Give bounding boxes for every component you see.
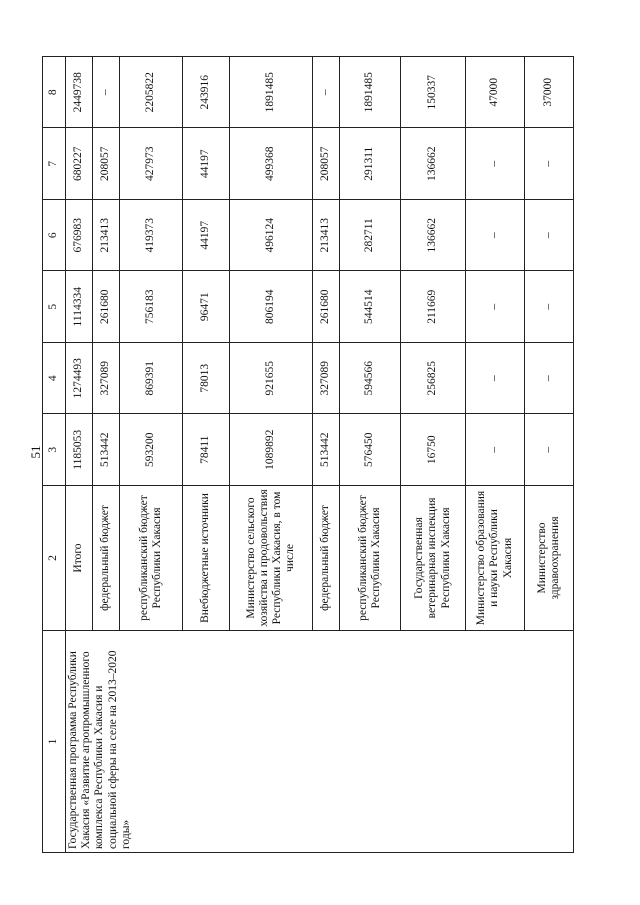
funding-source: республиканский бюджет Республики Хакасия bbox=[340, 486, 401, 631]
value-cell: 593200 bbox=[120, 414, 183, 486]
funding-source: Министерство здравоохранения bbox=[525, 486, 574, 631]
value-cell: 256825 bbox=[401, 343, 466, 415]
header-cell: 4 bbox=[43, 343, 66, 415]
value-cell: 513442 bbox=[93, 414, 120, 486]
value-cell: 496124 bbox=[230, 200, 313, 272]
value-cell: 261680 bbox=[313, 271, 340, 343]
value-cell: 419373 bbox=[120, 200, 183, 272]
value-cell: 243916 bbox=[183, 57, 230, 129]
value-cell: – bbox=[466, 271, 525, 343]
value-cell: 1274493 bbox=[66, 343, 93, 415]
value-cell: 1891485 bbox=[340, 57, 401, 129]
header-row bbox=[43, 57, 66, 853]
funding-source: Министерство сельского хозяйства и продовольствия Республики Хакасия, в том числе bbox=[230, 486, 313, 631]
funding-source: республиканский бюджет Республики Хакасия bbox=[120, 486, 183, 631]
rotated-table-container bbox=[42, 57, 598, 853]
funding-source: Министерство образования и науки Республики Хакасия bbox=[466, 486, 525, 631]
value-cell: – bbox=[466, 200, 525, 272]
value-cell: 594566 bbox=[340, 343, 401, 415]
value-cell: – bbox=[525, 271, 574, 343]
header-cell: 5 bbox=[43, 271, 66, 343]
value-cell: 136662 bbox=[401, 128, 466, 200]
value-cell: 1114334 bbox=[66, 271, 93, 343]
value-cell: 676983 bbox=[66, 200, 93, 272]
value-cell: 499368 bbox=[230, 128, 313, 200]
header-cell: 3 bbox=[43, 414, 66, 486]
budget-table bbox=[42, 56, 574, 853]
value-cell: – bbox=[466, 128, 525, 200]
value-cell: 327089 bbox=[313, 343, 340, 415]
value-cell: 47000 bbox=[466, 57, 525, 129]
value-cell: 96471 bbox=[183, 271, 230, 343]
value-cell: 211669 bbox=[401, 271, 466, 343]
value-cell: 208057 bbox=[313, 128, 340, 200]
value-cell: 78013 bbox=[183, 343, 230, 415]
value-cell: 921655 bbox=[230, 343, 313, 415]
value-cell: 16750 bbox=[401, 414, 466, 486]
value-cell: 150337 bbox=[401, 57, 466, 129]
header-cell: 6 bbox=[43, 200, 66, 272]
value-cell: – bbox=[466, 343, 525, 415]
value-cell: – bbox=[525, 414, 574, 486]
value-cell: 208057 bbox=[93, 128, 120, 200]
value-cell: 1185053 bbox=[66, 414, 93, 486]
value-cell: 44197 bbox=[183, 128, 230, 200]
funding-source: Государственная ветеринарная инспекция Республики Хакасия bbox=[401, 486, 466, 631]
value-cell: 136662 bbox=[401, 200, 466, 272]
header-cell: 1 bbox=[43, 631, 66, 853]
funding-source: федеральный бюджет bbox=[313, 486, 340, 631]
value-cell: 544514 bbox=[340, 271, 401, 343]
value-cell: 1891485 bbox=[230, 57, 313, 129]
value-cell: 2449738 bbox=[66, 57, 93, 129]
value-cell: 869391 bbox=[120, 343, 183, 415]
value-cell: 37000 bbox=[525, 57, 574, 129]
value-cell: 327089 bbox=[93, 343, 120, 415]
value-cell: – bbox=[313, 57, 340, 129]
value-cell: – bbox=[466, 414, 525, 486]
value-cell: 513442 bbox=[313, 414, 340, 486]
program-title: Государственная программа Республики Хакасия «Развитие агропромышленного комплекса Республики Хакасия и социальной сферы на селе на 2013–2020 годы» bbox=[66, 631, 574, 853]
funding-source: Внебюджетные источники bbox=[183, 486, 230, 631]
header-cell: 8 bbox=[43, 57, 66, 129]
page-number: 51 bbox=[28, 445, 43, 459]
value-cell: 213413 bbox=[93, 200, 120, 272]
funding-source: Итого bbox=[66, 486, 93, 631]
value-cell: 2205822 bbox=[120, 57, 183, 129]
table-row bbox=[66, 57, 93, 853]
value-cell: 291311 bbox=[340, 128, 401, 200]
value-cell: 78411 bbox=[183, 414, 230, 486]
value-cell: 576450 bbox=[340, 414, 401, 486]
value-cell: 44197 bbox=[183, 200, 230, 272]
value-cell: 427973 bbox=[120, 128, 183, 200]
header-cell: 7 bbox=[43, 128, 66, 200]
value-cell: 1089892 bbox=[230, 414, 313, 486]
value-cell: 213413 bbox=[313, 200, 340, 272]
value-cell: 282711 bbox=[340, 200, 401, 272]
value-cell: – bbox=[525, 128, 574, 200]
header-cell: 2 bbox=[43, 486, 66, 631]
value-cell: 680227 bbox=[66, 128, 93, 200]
value-cell: 261680 bbox=[93, 271, 120, 343]
value-cell: – bbox=[525, 343, 574, 415]
value-cell: – bbox=[93, 57, 120, 129]
funding-source: федеральный бюджет bbox=[93, 486, 120, 631]
value-cell: 756183 bbox=[120, 271, 183, 343]
value-cell: – bbox=[525, 200, 574, 272]
value-cell: 806194 bbox=[230, 271, 313, 343]
